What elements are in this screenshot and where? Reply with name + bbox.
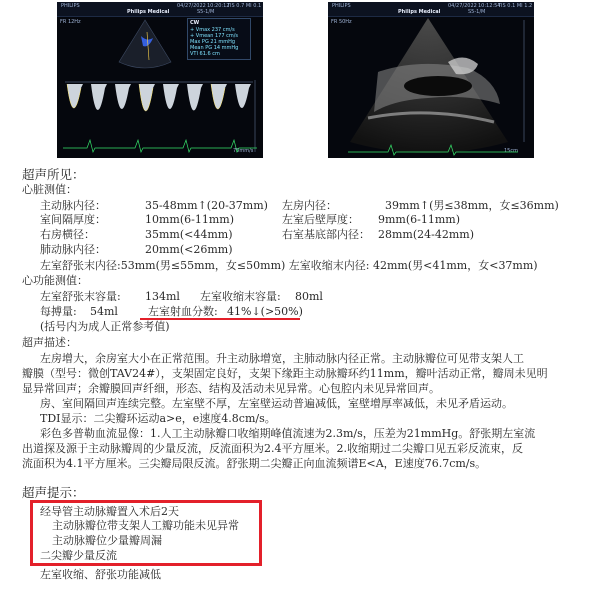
conclusion-line: 二尖瓣少量反流: [40, 549, 117, 562]
doppler-ultrasound-image: [57, 2, 263, 158]
measure-value: 10mm(6-11mm): [145, 213, 235, 226]
depth-label: 15cm: [504, 148, 518, 154]
ejection-fraction-value: 41%↓(>50%): [227, 305, 303, 318]
reference-note: (括号内为成人正常参考值): [40, 320, 170, 333]
measure-label: 室间隔厚度：: [40, 213, 106, 226]
brand-label: PHILIPS: [332, 3, 351, 9]
sweep-unit-label: 75mm/s: [233, 148, 254, 154]
conclusion-line: 左室收缩、舒张功能减低: [40, 568, 161, 581]
date-label: 04/27/2022: [448, 3, 477, 9]
time-label: 10:20:12: [207, 3, 230, 9]
measurement-title: CW: [190, 20, 200, 26]
description-line: 彩色多普勒血流显像：1.人工主动脉瓣口收缩期峰值流速为2.3m/s，压差为21mmHg。舒张期左室流: [40, 427, 536, 440]
description-heading: 超声描述：: [22, 336, 77, 349]
frame-rate-label: FR 12Hz: [60, 19, 81, 25]
description-line: 房、室间隔回声连续完整。左室壁不厚，左室壁运动普遍减低，室壁增厚率减低，未见矛盾运动。: [40, 397, 513, 410]
measure-value: 35-48mm↑(20-37mm): [145, 199, 268, 212]
description-line: 左房增大，余房室大小在正常范围。升主动脉增宽，主肺动脉内径正常。主动脉瓣位可见带支架人工: [40, 352, 524, 365]
system-label: Philips Medical: [398, 9, 441, 15]
probe-label: S5-1/M: [197, 9, 215, 15]
findings-heading: 超声所见：: [22, 167, 85, 182]
measure-label: 左室后壁厚度：: [282, 213, 359, 226]
measurement-line: + Vmean 177 cm/s: [190, 33, 239, 39]
measure-label: 左房内径：: [282, 199, 337, 212]
conclusion-line: 经导管主动脉瓣置入术后2天: [40, 505, 179, 518]
measure-value: 9mm(6-11mm): [378, 213, 461, 226]
date-label: 04/27/2022: [177, 3, 206, 9]
description-line: 流面积为4.1平方厘米。三尖瓣局限反流。舒张期二尖瓣正向血流频谱E<A，E速度76.7cm/s。: [22, 457, 487, 470]
measurement-line: + Vmax 237 cm/s: [190, 27, 235, 33]
lv-diameter-line: 左室舒张末内径:53mm(男≤55mm，女≤50mm) 左室收缩末内径: 42mm(男<41mm，女<37mm): [40, 259, 538, 272]
index-label: TIS 0.7 MI 0.1: [227, 3, 262, 9]
description-line: 显异常回声；余瓣膜回声纤细，形态、结构及活动未见异常。心包腔内未见异常回声。: [22, 382, 440, 395]
measure-label: 主动脉内径：: [40, 199, 106, 212]
conclusion-line: 主动脉瓣位带支架人工瓣功能未见异常: [52, 519, 239, 532]
description-line: 瓣膜（型号：微创TAV24#），支架固定良好，支架下缘距主动脉瓣环约11mm，瓣叶活动正常，瓣周未见明: [22, 367, 548, 380]
measurement-line: Mean PG 14 mmHg: [190, 45, 239, 51]
measure-value: 28mm(24-42mm): [378, 228, 475, 241]
measure-label: 右室基底部内径：: [282, 228, 370, 241]
conclusion-line: 主动脉瓣位少量瓣周漏: [52, 534, 162, 547]
measure-label: 肺动脉内径：: [40, 243, 106, 256]
function-value: 134ml: [145, 290, 180, 303]
index-label: TIS 0.1 MI 1.2: [498, 3, 533, 9]
time-label: 10:12:54: [478, 3, 501, 9]
measure-value: 39mm↑(男≤38mm，女≤36mm): [385, 199, 559, 212]
description-line: TDI显示：二尖瓣环运动a>e，e速度4.8cm/s。: [40, 412, 276, 425]
measure-value: 35mm(<44mm): [145, 228, 233, 241]
frame-rate-label: FR 50Hz: [331, 19, 352, 25]
function-label: 左室射血分数:: [148, 305, 218, 318]
measure-value: 20mm(<26mm): [145, 243, 233, 256]
probe-label: S5-1/M: [468, 9, 486, 15]
function-heading: 心功能测值：: [22, 274, 88, 287]
doppler-graphics: [57, 2, 263, 158]
description-line: 出道探及源于主动脉瓣周的少量反流，反流面积为2.4平方厘米。2.收缩期过二尖瓣口见五彩反流束，反: [22, 442, 523, 455]
measurement-line: Max PG 21 mmHg: [190, 39, 236, 45]
system-label: Philips Medical: [127, 9, 170, 15]
measure-label: 右房横径：: [40, 228, 95, 241]
conclusion-heading: 超声提示：: [22, 485, 85, 500]
2d-echo-ultrasound-image: [328, 2, 534, 158]
brand-label: PHILIPS: [61, 3, 80, 9]
function-value: 54ml: [90, 305, 118, 318]
measurement-line: VTI 61.6 cm: [190, 51, 220, 57]
function-label: 左室舒张末容量:: [40, 290, 121, 303]
function-label: 每搏量:: [40, 305, 77, 318]
function-label: 左室收缩末容量:: [200, 290, 281, 303]
function-value: 80ml: [295, 290, 323, 303]
cardiac-measure-heading: 心脏测值：: [22, 183, 77, 196]
echo-graphics: [328, 2, 534, 158]
